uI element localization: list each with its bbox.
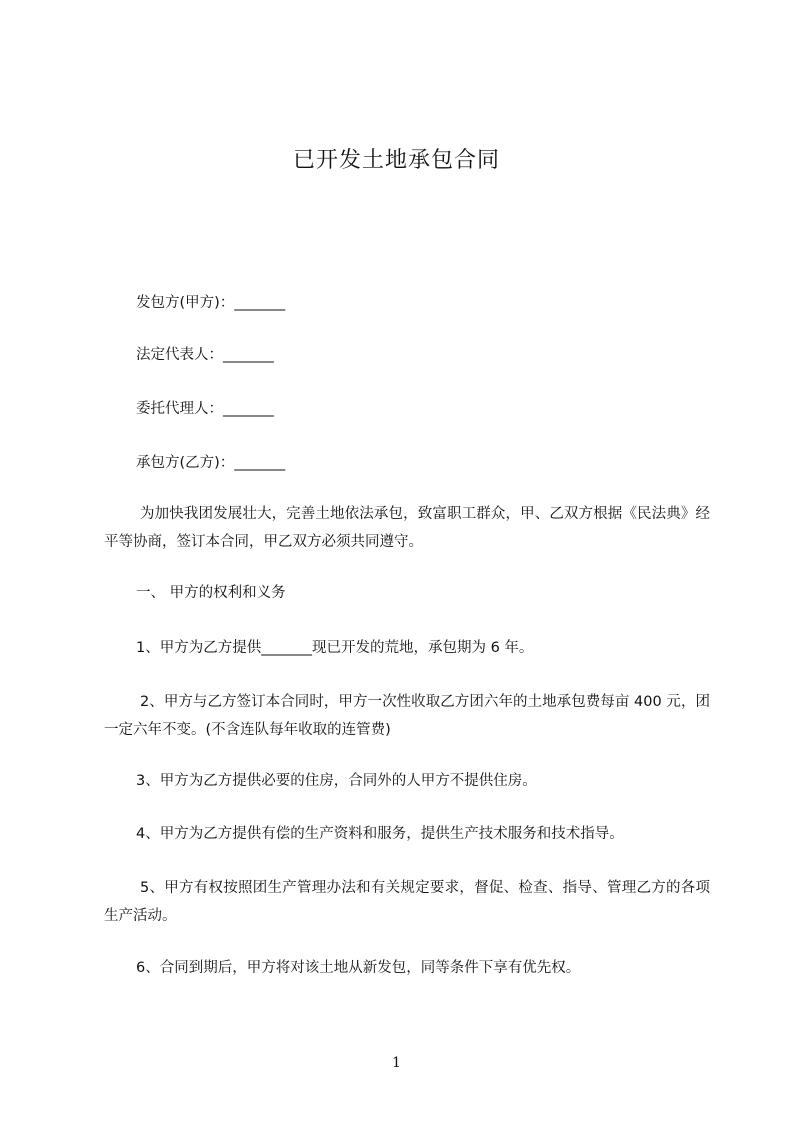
clause-6: 6、合同到期后，甲方将对该土地从新发包，同等条件下享有优先权。 xyxy=(136,960,581,976)
legal-representative-line: 法定代表人：_______ xyxy=(136,347,274,363)
authorized-agent-line: 委托代理人：_______ xyxy=(136,401,274,417)
preamble-paragraph: 为加快我团发展壮大，完善土地依法承包，致富职工群众，甲、乙双方根据《民法典》经平等协商，签订本合同，甲乙双方必须共同遵守。 xyxy=(104,506,710,550)
page-number: 1 xyxy=(392,1055,401,1071)
clause-5: 5、甲方有权按照团生产管理办法和有关规定要求，督促、检查、指导、管理乙方的各项生产活动。 xyxy=(104,880,710,924)
document-title: 已开发土地承包合同 xyxy=(292,148,500,173)
party-b-line: 承包方(乙方)：_______ xyxy=(136,455,286,471)
clause-1: 1、甲方为乙方提供_______现已开发的荒地，承包期为 6 年。 xyxy=(136,640,534,656)
section-heading-party-a-rights: 一、 甲方的权利和义务 xyxy=(136,585,286,601)
party-a-line: 发包方(甲方)：_______ xyxy=(136,295,286,311)
clause-4: 4、甲方为乙方提供有偿的生产资料和服务，提供生产技术服务和技术指导。 xyxy=(136,826,624,842)
clause-3: 3、甲方为乙方提供必要的住房，合同外的人甲方不提供住房。 xyxy=(136,773,537,789)
clause-2: 2、甲方与乙方签订本合同时，甲方一次性收取乙方团六年的土地承包费每亩 400 元，团一定六年不变。(不含连队每年收取的连管费) xyxy=(104,694,710,738)
